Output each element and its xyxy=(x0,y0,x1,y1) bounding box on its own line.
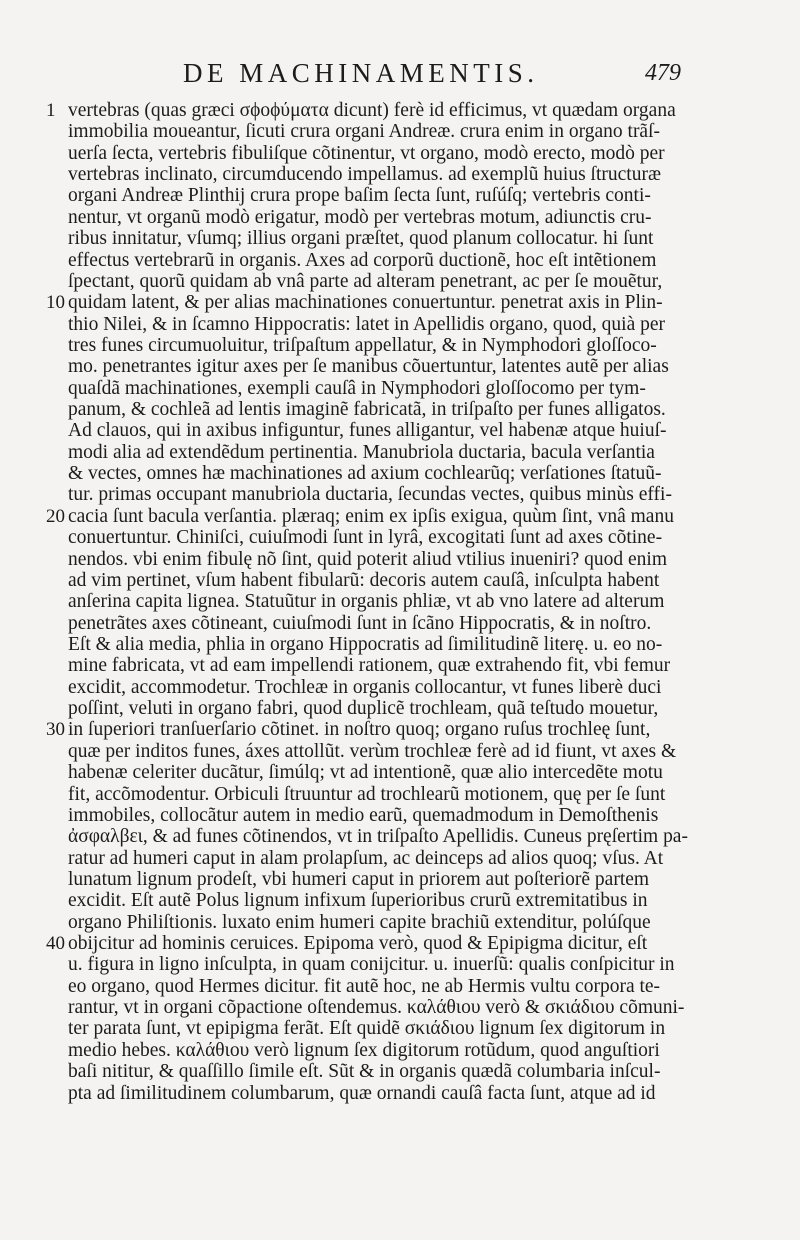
text-line xyxy=(0,250,800,271)
line-text: habenæ celeriter ducãtur, ſimúlq; vt ad intentionẽ, quæ alio intercedẽte motu xyxy=(68,762,663,784)
line-number: 40 xyxy=(46,933,65,955)
text-line xyxy=(0,762,800,783)
line-text: lunatum lignum prodeſt, vbi humeri caput in priorem aut poſteriorẽ partem xyxy=(68,868,650,890)
line-text: effectus vertebrarũ in organis. Axes ad corporũ ductionẽ, hoc eſt intẽtionem xyxy=(68,249,657,271)
text-line xyxy=(0,378,800,399)
line-text: ſpectant, quorũ quidam ab vnâ parte ad alteram penetrant, ac per ſe mouẽtur, xyxy=(68,270,663,292)
line-text: thio Nilei, & in ſcamno Hippocratis: latet in Apellidis organo, quod, quià per xyxy=(68,313,665,335)
text-line xyxy=(0,1040,800,1061)
line-text: tur. primas occupant manubriola ductaria, ſecundas vectes, quibus minùs effi- xyxy=(68,484,672,506)
line-text: medio hebes. καλάθιου verò lignum ſex digitorum rotũdum, quod anguſtiori xyxy=(68,1039,660,1061)
line-text: ad vim pertinet, vſum habent fibularũ: decoris autem cauſâ, inſculpta habent xyxy=(68,569,660,591)
line-text: quidam latent, & per alias machinationes conuertuntur. penetrat axis in Plin- xyxy=(68,292,663,314)
line-text: ἀσφαλβει, & ad funes cõtinendos, vt in triſpaſto Apellidis. Cuneus pręſertim pa- xyxy=(68,826,688,848)
line-text: cacia ſunt bacula verſantia. plæraq; enim ex ipſis exigua, quùm ſint, vnâ manu xyxy=(68,505,674,527)
text-line xyxy=(0,954,800,975)
text-line xyxy=(0,1061,800,1082)
text-line xyxy=(0,527,800,548)
line-text: Ad clauos, qui in axibus infiguntur, funes alligantur, vel habenæ atque huiuſ- xyxy=(68,420,667,442)
text-line xyxy=(0,164,800,185)
line-text: uerſa ſecta, vertebris fibuliſque cõtinentur, vt organo, modò erecto, modò per xyxy=(68,142,665,164)
body-text xyxy=(0,100,800,1104)
line-text: in ſuperiori tranſuerſario cõtinet. in noſtro quoq; organo ruſus trochleę ſunt, xyxy=(68,719,651,741)
line-text: fit, accõmodentur. Orbiculi ſtruuntur ad trochlearũ motionem, quę per ſe ſunt xyxy=(68,783,666,805)
line-text: quæ per inditos funes, áxes attollũt. verùm trochleæ ferè ad id fiunt, vt axes & xyxy=(68,740,677,762)
text-line xyxy=(0,1018,800,1039)
line-text: pta ad ſimilitudinem columbarum, quæ ornandi cauſâ facta ſunt, atque ad id xyxy=(68,1082,656,1104)
page-number: 479 xyxy=(645,60,681,86)
text-line xyxy=(0,613,800,634)
line-text: immobilia moueantur, ſicuti crura organi Andreæ. crura enim in organo trãſ- xyxy=(68,121,660,143)
line-text: ter parata ſunt, vt epipigma ferãt. Eſt quidẽ σκιάδιου lignum ſex digitorum in xyxy=(68,1018,666,1040)
text-line xyxy=(0,869,800,890)
text-line xyxy=(0,912,800,933)
running-title: DE MACHINAMENTIS. xyxy=(183,58,539,88)
line-number: 30 xyxy=(46,719,65,741)
line-text: excidit. Eſt autẽ Polus lignum infixum ſuperioribus crurũ extremitatibus in xyxy=(68,890,648,912)
line-text: Eſt & alia media, phlia in organo Hippocratis ad ſimilitudinẽ literę. u. eo no- xyxy=(68,633,663,655)
line-text: u. figura in ligno inſculpta, in quam conijcitur. u. inuerſũ: qualis conſpicitur in xyxy=(68,954,675,976)
text-line xyxy=(0,677,800,698)
line-text: ribus innitatur, vſumq; illius organi præſtet, quod planum collocatur. hi ſunt xyxy=(68,228,654,250)
line-text: penetrãtes axes cõtineant, cuiuſmodi ſunt in ſcãno Hippocratis, & in noſtro. xyxy=(68,612,652,634)
text-line xyxy=(0,634,800,655)
text-line xyxy=(0,356,800,377)
text-line xyxy=(0,741,800,762)
text-line xyxy=(0,228,800,249)
line-text: conuertuntur. Chiniſci, cuiuſmodi ſunt in lyrâ, excogitati ſunt ad axes cõtine- xyxy=(68,527,663,549)
text-line xyxy=(0,890,800,911)
line-text: vertebras (quas græci σϕοϕύματα dicunt) ferè id efficimus, vt quædam organa xyxy=(68,100,676,121)
line-text: mo. penetrantes igitur axes per ſe manibus cõuertuntur, latentes autẽ per alias xyxy=(68,356,669,378)
text-line xyxy=(0,292,800,313)
line-text: baſi nititur, & quaſſillo ſimile eſt. Sũt & in organis quædã columbaria inſcul- xyxy=(68,1061,661,1083)
text-line xyxy=(0,143,800,164)
line-text: & vectes, omnes hæ machinationes ad axium cochlearũq; verſationes ſtatuũ- xyxy=(68,463,662,485)
text-line xyxy=(0,207,800,228)
text-line xyxy=(0,591,800,612)
line-text: rantur, vt in organi cõpactione oſtendemus. καλάθιου verò & σκιάδιου cõmuni- xyxy=(68,997,685,1019)
text-line xyxy=(0,314,800,335)
text-line xyxy=(0,655,800,676)
line-text: modi alia ad extendẽdum pertinentia. Manubriola ductaria, bacula verſantia xyxy=(68,441,655,463)
running-header xyxy=(0,58,800,94)
text-line xyxy=(0,570,800,591)
line-text: organi Andreæ Plinthij crura prope baſim ſecta ſunt, ruſúſq; vertebris conti- xyxy=(68,185,651,207)
line-text: quaſdã machinationes, exempli cauſâ in Nymphodori gloſſocomo per tym- xyxy=(68,377,646,399)
text-line xyxy=(0,185,800,206)
text-line xyxy=(0,933,800,954)
text-line xyxy=(0,335,800,356)
text-line xyxy=(0,463,800,484)
line-text: excidit, accommodetur. Trochleæ in organis collocantur, vt funes liberè duci xyxy=(68,676,662,698)
text-line xyxy=(0,420,800,441)
line-text: poſſint, veluti in organo fabri, quod duplicẽ trochleam, quã teſtudo mouetur, xyxy=(68,698,659,720)
text-line xyxy=(0,484,800,505)
line-text: vertebras inclinato, circumducendo impellamus. ad exemplũ huius ſtructuræ xyxy=(68,164,661,186)
text-line xyxy=(0,698,800,719)
line-text: panum, & cochleã ad lentis imaginẽ fabricatã, in triſpaſto per funes alligatos. xyxy=(68,399,666,421)
line-text: immobiles, collocãtur autem in medio earũ, quemadmodum in Demoſthenis xyxy=(68,804,659,826)
line-text: nentur, vt organũ modò erigatur, modò per vertebras motum, adiunctis cru- xyxy=(68,206,652,228)
text-line xyxy=(0,271,800,292)
line-text: obijcitur ad hominis ceruices. Epipoma verò, quod & Epipigma dicitur, eſt xyxy=(68,933,648,955)
line-text: tres funes circumuoluitur, triſpaſtum appellatur, & in Nymphodori gloſſoco- xyxy=(68,334,657,356)
text-line xyxy=(0,399,800,420)
text-line xyxy=(0,100,800,121)
text-line xyxy=(0,784,800,805)
line-text: eo organo, quod Hermes dicitur. fit autẽ hoc, ne ab Hermis vultu corpora te- xyxy=(68,975,661,997)
text-line xyxy=(0,121,800,142)
text-line xyxy=(0,719,800,740)
text-line xyxy=(0,848,800,869)
text-line xyxy=(0,826,800,847)
line-number: 1 xyxy=(46,100,56,121)
text-line xyxy=(0,442,800,463)
text-line xyxy=(0,506,800,527)
line-number: 20 xyxy=(46,505,65,527)
line-number: 10 xyxy=(46,292,65,314)
line-text: ratur ad humeri caput in alam prolapſum, ac deinceps ad alios quoq; vſus. At xyxy=(68,847,664,869)
text-line xyxy=(0,976,800,997)
line-text: nendos. vbi enim fibulę nõ ſint, quid poterit aliud vtilius inueniri? quod enim xyxy=(68,548,668,570)
line-text: anſerina capita lignea. Statuũtur in organis phliæ, vt ab vno latere ad alterum xyxy=(68,591,665,613)
line-text: organo Philiſtionis. luxato enim humeri capite brachiũ extenditur, polúſque xyxy=(68,911,651,933)
text-line xyxy=(0,549,800,570)
text-line xyxy=(0,805,800,826)
text-line xyxy=(0,1083,800,1104)
text-line xyxy=(0,997,800,1018)
line-text: mine fabricata, vt ad eam impellendi rationem, quæ extrahendo fit, vbi femur xyxy=(68,655,671,677)
